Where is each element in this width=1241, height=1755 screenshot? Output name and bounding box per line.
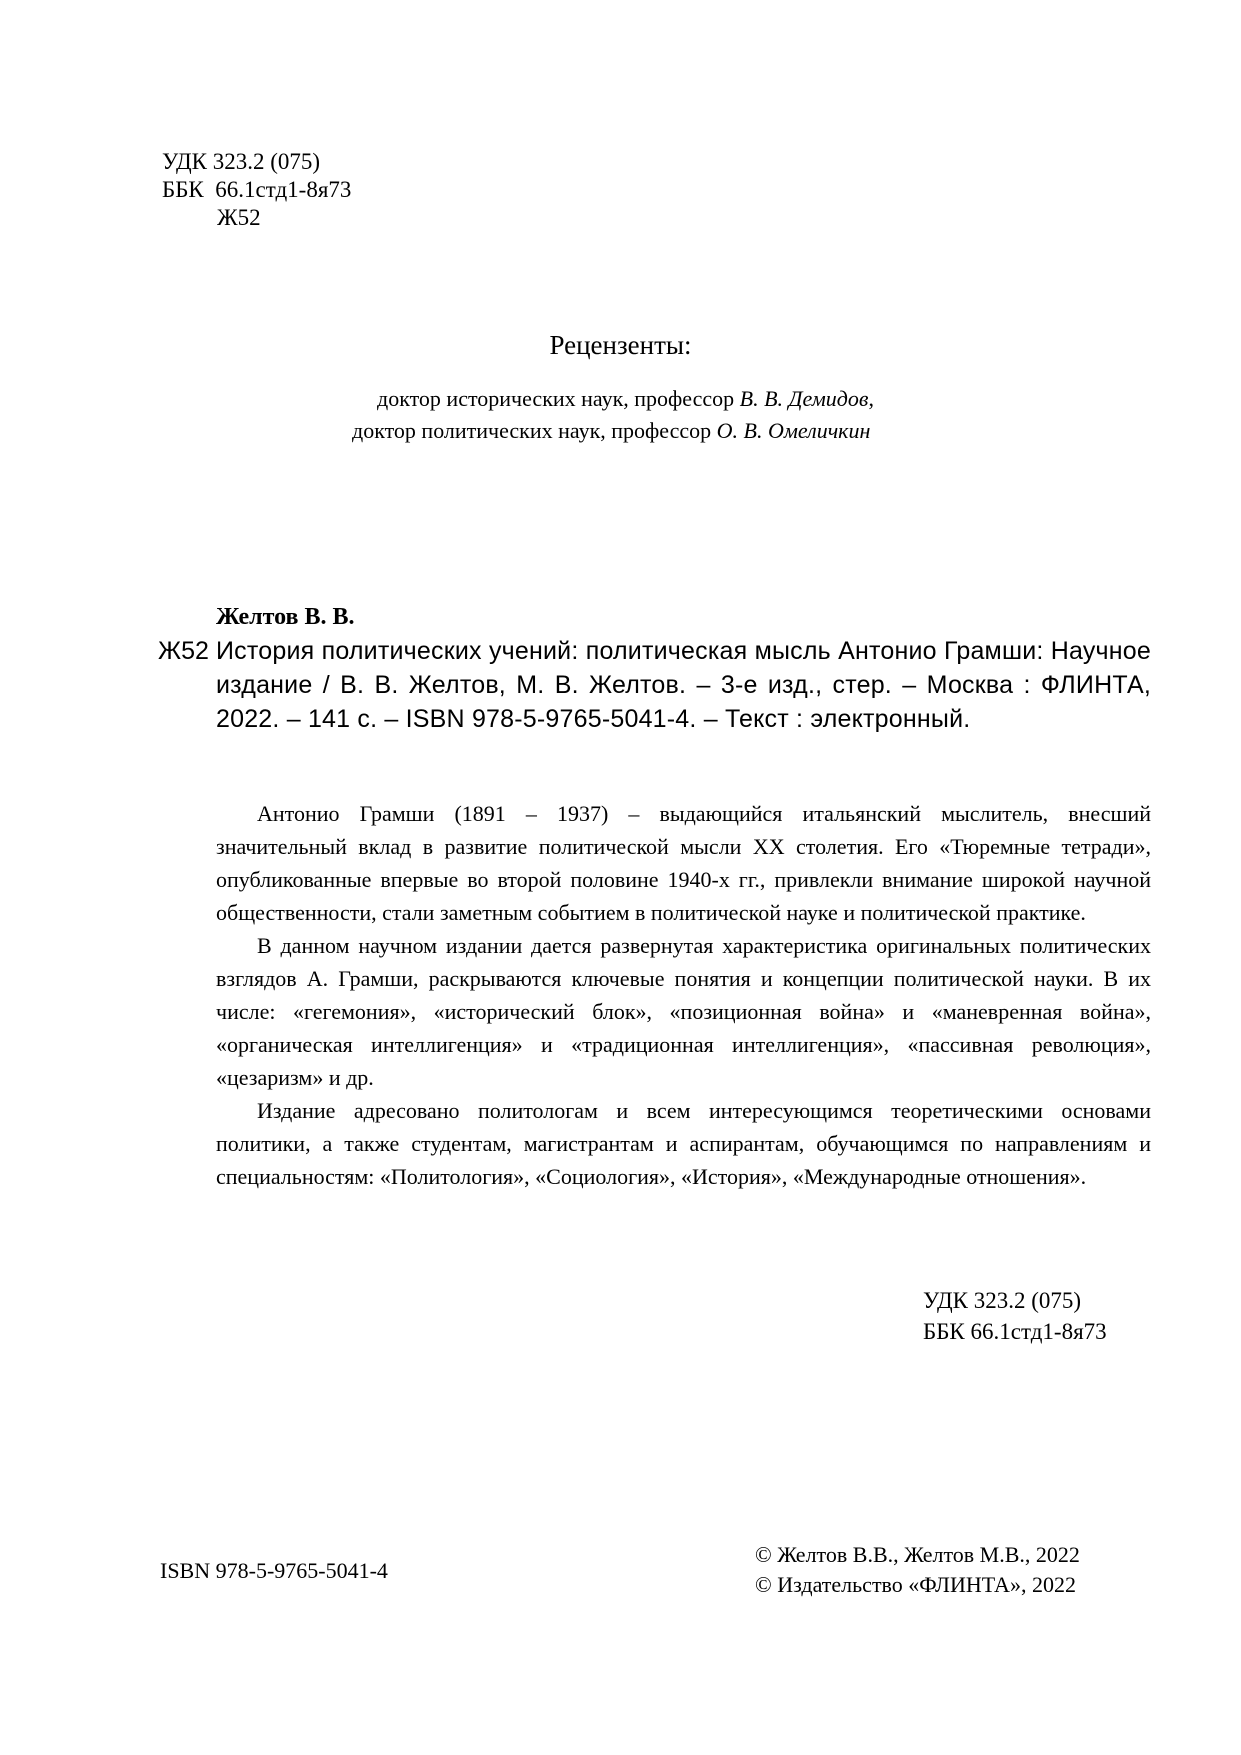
reviewer-1 xyxy=(377,386,874,412)
copyright-authors: © Желтов В.В., Желтов М.В., 2022 xyxy=(755,1542,1080,1567)
bibliographic-entry: История политических учений: политическая мысль Антонио Грамши: Научное издание / В. В. Желтов, М. В. Желтов. – 3-е изд., стер. – Москва : ФЛИНТА, 2022. – 141 с. – ISBN 978-5-9765-5041-4. – Текст : электронный. xyxy=(216,637,1151,733)
reviewer-2 xyxy=(352,418,870,444)
book-author: Желтов В. В. xyxy=(216,604,355,630)
reviewer-2-title: доктор политических наук, профессор xyxy=(352,418,717,443)
reviewer-2-name: О. В. Омеличкин xyxy=(716,418,871,443)
udk-code-top: УДК 323.2 (075) xyxy=(162,149,321,174)
isbn: ISBN 978-5-9765-5041-4 xyxy=(160,1558,388,1583)
reviewer-1-title: доктор исторических наук, профессор xyxy=(377,386,740,411)
copyright-publisher: © Издательство «ФЛИНТА», 2022 xyxy=(755,1572,1076,1597)
annotation-paragraph: Антонио Грамши (1891 – 1937) – выдающийся итальянский мыслитель, внесший значительный вклад в развитие политической мысли XX столетия. Его «Тюремные тетради», опубликованные впервые во второй половине 1940-х гг., привлекли внимание широкой научной общественности, стали заметным событием в политической науке и политической практике. xyxy=(216,801,1151,925)
author-mark: Ж52 xyxy=(158,637,209,665)
bbk-code-top: ББК 66.1стд1-8я73 xyxy=(162,177,352,202)
reviewer-1-name: В. В. Демидов xyxy=(739,386,869,411)
reviewer-1-suffix: , xyxy=(868,386,874,411)
author-mark-top: Ж52 xyxy=(217,205,261,230)
annotation-paragraph: Издание адресовано политологам и всем интересующимся теоретическими основами политики, а также студентам, магистрантам и аспирантам, обучающимся по направлениям и специальностям: «Политология», «Социология», «История», «Международные отношения». xyxy=(216,1098,1151,1189)
annotation-paragraph: В данном научном издании дается развернутая характеристика оригинальных политических взглядов А. Грамши, раскрываются ключевые понятия и концепции политической науки. В их числе: «гегемония», «исторический блок», «позиционная война» и «маневренная война», «органическая интеллигенция» и «традиционная интеллигенция», «пассивная революция», «цезаризм» и др. xyxy=(216,933,1151,1090)
udk-code-bottom: УДК 323.2 (075) xyxy=(923,1288,1082,1313)
annotation xyxy=(216,797,1151,1193)
reviewers-heading: Рецензенты: xyxy=(549,330,692,360)
bbk-code-bottom: ББК 66.1стд1-8я73 xyxy=(923,1319,1107,1344)
